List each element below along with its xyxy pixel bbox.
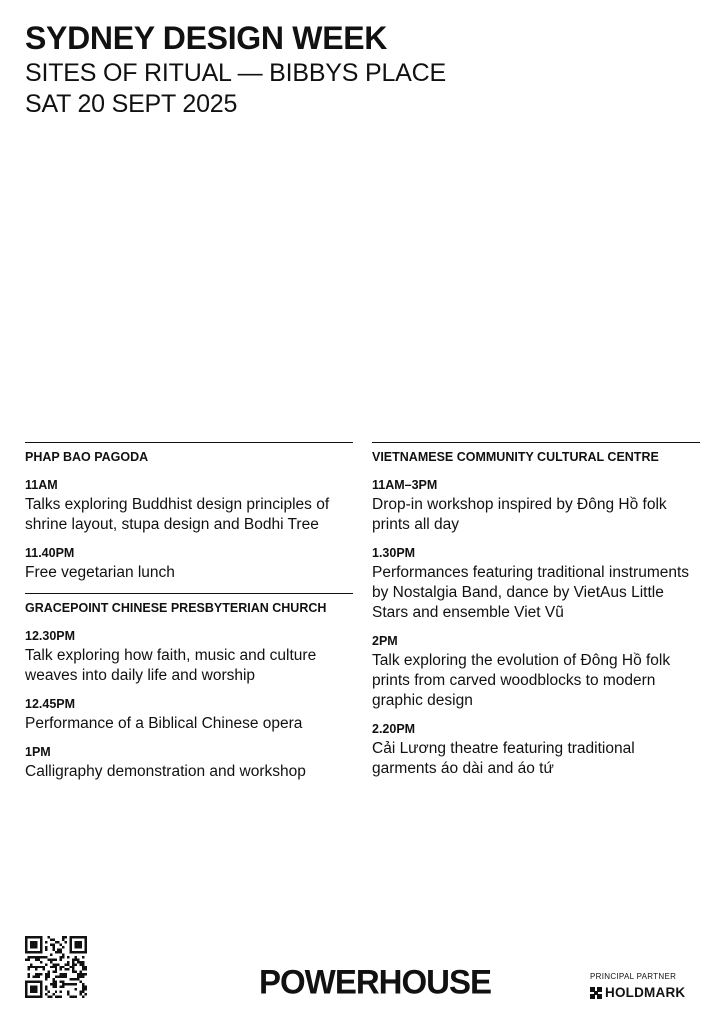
event-description: Talks exploring Buddhist design principles of shrine layout, stupa design and Bodhi Tree [25,496,330,533]
header [25,18,446,120]
event-description: Performances featuring traditional instruments by Nostalgia Band, dance by VietAus Little Stars and ensemble Viet Vũ [372,564,690,621]
event-time: 12.45PM [25,697,76,711]
partner-name: HOLDMARK [605,985,686,1000]
event-description: Performance of a Biblical Chinese opera [25,715,303,732]
page-title: SYDNEY DESIGN WEEK [25,20,388,56]
partner-logo [590,986,702,1000]
schedule-item [25,477,353,535]
event-time: 11AM–3PM [372,478,438,492]
event-description: Drop-in workshop inspired by Đông Hồ folk prints all day [372,496,667,533]
event-description: Talk exploring how faith, music and culture weaves into daily life and worship [25,647,317,684]
venue-name: PHAP BAO PAGODA [25,450,149,464]
event-time: 2.20PM [372,722,416,736]
event-description: Free vegetarian lunch [25,564,175,581]
partner-block [590,972,702,1000]
schedule-item [25,545,353,583]
venue-section [25,442,353,583]
event-time: 2PM [372,634,398,648]
schedule-item [372,633,700,711]
schedule-item [25,744,353,782]
venue-name: VIETNAMESE COMMUNITY CULTURAL CENTRE [372,450,659,464]
left-column [25,442,353,792]
holdmark-logo-icon [590,987,602,999]
schedule-item [372,721,700,779]
qr-code-icon[interactable] [25,936,87,998]
partner-label: PRINCIPAL PARTNER [590,972,677,981]
right-column [372,442,700,789]
schedule-item [372,477,700,535]
schedule-item [25,696,353,734]
event-time: 11.40PM [25,546,75,560]
schedule-item [25,628,353,686]
event-description: Cải Lương theatre featuring traditional garments áo dài and áo tứ [372,740,635,777]
venue-section [372,442,700,779]
event-description: Calligraphy demonstration and workshop [25,763,306,780]
venue-section [25,593,353,782]
event-time: 11AM [25,478,58,492]
page-subtitle: SITES OF RITUAL — BIBBYS PLACE [25,59,446,87]
event-time: 1.30PM [372,546,416,560]
brand-logo: POWERHOUSE [259,962,492,1001]
event-time: 1PM [25,745,51,759]
event-description: Talk exploring the evolution of Đông Hồ folk prints from carved woodblocks to modern graphic design [372,652,671,709]
schedule-item [372,545,700,623]
event-date: SAT 20 SEPT 2025 [25,90,238,118]
event-time: 12.30PM [25,629,76,643]
venue-name: GRACEPOINT CHINESE PRESBYTERIAN CHURCH [25,601,327,615]
